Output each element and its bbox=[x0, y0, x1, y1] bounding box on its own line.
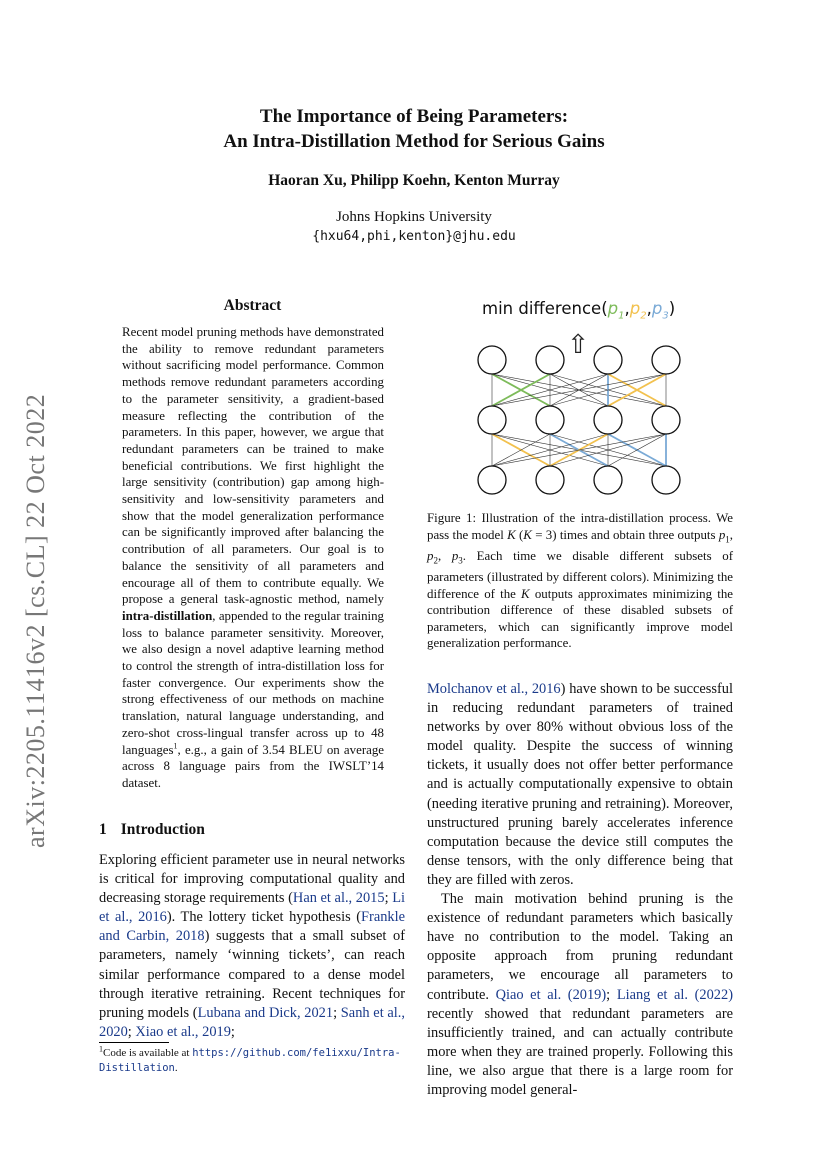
caption-c: = 3) times and obtain three outputs bbox=[531, 527, 719, 542]
caption-p3-sub: 3 bbox=[458, 555, 463, 566]
citation-han[interactable]: Han et al., 2015 bbox=[292, 890, 385, 907]
p2: p bbox=[629, 299, 641, 318]
label-suffix: ) bbox=[668, 299, 676, 318]
right-p2-c: recently showed that redundant parameters are insufficiently trained, and can actually contribute more when they are trained properly. Following this line, we also argue that there is a large room for improving model general- bbox=[427, 1005, 733, 1098]
footnote-mark: 1 bbox=[99, 1044, 103, 1054]
sep: ; bbox=[127, 1023, 136, 1040]
citation-liang[interactable]: Liang et al. (2022) bbox=[616, 986, 733, 1003]
footnote-text: Code is available at bbox=[103, 1047, 193, 1059]
citation-lubana[interactable]: Lubana and Dick, 2021 bbox=[197, 1004, 334, 1021]
network-node bbox=[594, 346, 622, 374]
abstract-part-3: , e.g., a gain of 3.54 BLEU on average across 8 language pairs from the IWSLT’14 dataset. bbox=[122, 742, 384, 790]
section-heading bbox=[99, 821, 219, 839]
network-nodes bbox=[478, 346, 680, 494]
p1-sub: 1 bbox=[618, 310, 625, 322]
intro-text-a: Exploring efficient parameter use in neural networks is critical for improving computational quality and decreasing storage requirements ( bbox=[99, 852, 405, 907]
caption-k3: K bbox=[521, 586, 530, 601]
abstract-bold-term: intra-distillation bbox=[122, 608, 213, 623]
caption-sep: , bbox=[437, 548, 452, 563]
network-node bbox=[478, 346, 506, 374]
right-paragraph-1 bbox=[427, 680, 733, 890]
caption-b: ( bbox=[515, 527, 524, 542]
abstract-text bbox=[122, 324, 384, 792]
abstract-part-1: Recent model pruning methods have demonstrated the ability to remove redundant parameters without sacrificing model performance. Common methods remove redundant parameters according to the parameter sensitivity, a gradient-based measure reflecting the contribution of the parameters. In this paper, however, we argue that redundant parameters can be trained to make beneficial contributions. We first highlight the large sensitivity (contribution) gap among high-sensitivity and low-sensitivity parameters and show that the model generalization performance can be significantly improved after balancing the contribution of all parameters. Our goal is to balance the sensitivity of all parameters and encourage all of them to contribute equally. We propose a general task-agnostic method, namely bbox=[122, 325, 384, 607]
title-line-1: The Importance of Being Parameters: bbox=[259, 106, 569, 127]
label-prefix: min difference( bbox=[482, 299, 608, 318]
affiliation: Johns Hopkins University bbox=[336, 209, 492, 225]
network-node bbox=[652, 346, 680, 374]
caption-p2: p bbox=[427, 548, 434, 563]
network-node bbox=[478, 406, 506, 434]
network-node bbox=[478, 466, 506, 494]
footnote bbox=[99, 1046, 405, 1076]
label-p3 bbox=[651, 299, 669, 322]
intro-text-b: ). The lottery ticket hypothesis ( bbox=[166, 909, 362, 926]
right-p2-a: The main motivation behind pruning is the existence of redundant parameters which basically have no contribution to the model. Taking an opposite approach from pruning redundant parameters, we encourage all parameters to contribute. bbox=[427, 891, 733, 1003]
emails: {hxu64,phi,kenton}@jhu.edu bbox=[312, 229, 516, 244]
network-node bbox=[536, 466, 564, 494]
network-node bbox=[536, 406, 564, 434]
figure-caption bbox=[427, 510, 733, 652]
citation-molchanov[interactable]: Molchanov et al., 2016 bbox=[427, 681, 561, 697]
abstract-heading: Abstract bbox=[223, 297, 282, 314]
abstract-footnote-mark[interactable]: 1 bbox=[173, 741, 178, 751]
right-column-body bbox=[427, 680, 733, 1100]
caption-sep: , bbox=[729, 527, 734, 542]
citation-li[interactable]: Li et al., 2016 bbox=[99, 890, 405, 926]
caption-k: K bbox=[507, 527, 516, 542]
abstract-part-2: , appended to the regular training loss to balance parameter sensitivity. Moreover, we also design a novel adaptive learning method to control the strength of intra-distillation loss for faster convergence. Our experiments show the strong effectiveness of our methods on machine translation, natural language understanding, and zero-shot cross-lingual transfer across up to 48 languages bbox=[122, 608, 384, 757]
caption-p1: p bbox=[718, 527, 726, 542]
paper-title bbox=[0, 104, 828, 154]
footnote-rule bbox=[99, 1042, 169, 1043]
footnote-url[interactable]: https://github.com/fe1ixxu/Intra-Distillation bbox=[99, 1047, 401, 1074]
network-node bbox=[652, 406, 680, 434]
caption-e: outputs approximates minimizing the contribution difference of these disabled subsets of parameters, which can significantly improve model generalization performance. bbox=[427, 586, 733, 651]
caption-k2: K bbox=[523, 527, 532, 542]
citation-frankle[interactable]: Frankle and Carbin, 2018 bbox=[99, 909, 405, 945]
sep: ; bbox=[230, 1023, 235, 1040]
label-p2 bbox=[629, 299, 647, 322]
figure-label: $\min difference(p_1,p_2,p_3)$ bbox=[482, 299, 676, 322]
caption-p2-sub: 2 bbox=[433, 555, 438, 566]
authors: Haoran Xu, Philipp Koehn, Kenton Murray bbox=[268, 172, 560, 189]
network-node bbox=[536, 346, 564, 374]
p2-sub: 2 bbox=[640, 310, 647, 322]
label-p1 bbox=[607, 299, 625, 322]
caption-a: Figure 1: Illustration of the intra-distillation process. We pass the model bbox=[427, 511, 733, 542]
title-line-2: An Intra-Distillation Method for Serious Gains bbox=[223, 131, 605, 152]
citation-xiao[interactable]: Xiao et al., 2019 bbox=[135, 1023, 231, 1040]
caption-p1-sub: 1 bbox=[725, 534, 730, 545]
footnote-end: . bbox=[174, 1062, 178, 1074]
neural-network-diagram bbox=[470, 325, 700, 500]
right-paragraph-2 bbox=[427, 890, 733, 1100]
affiliation-block bbox=[0, 207, 828, 247]
section-number: 1 bbox=[99, 821, 107, 838]
network-node bbox=[652, 466, 680, 494]
citation-sanh[interactable]: Sanh et al., 2020 bbox=[99, 1004, 405, 1040]
network-edges bbox=[492, 374, 666, 466]
sep: ; bbox=[384, 890, 393, 907]
arxiv-stamp: arXiv:2205.11416v2 [cs.CL] 22 Oct 2022 bbox=[21, 393, 50, 848]
right-p1-text: ) have shown to be successful in reducing redundant parameters of trained networks by over 80% without obvious loss of the model quality. Despite the success of winning tickets, it usually does not offer better performance and is actually computationally expensive to obtain (needing iterative pruning and retraining). Moreover, unstructured pruning barely accelerates inference computation because the device still computes the dense tensors, with the only difference being that they are filled with zeros. bbox=[427, 681, 733, 888]
p1: p bbox=[607, 299, 619, 318]
network-node bbox=[594, 406, 622, 434]
sep: ; bbox=[333, 1004, 341, 1021]
section-title: Introduction bbox=[120, 821, 205, 838]
citation-qiao[interactable]: Qiao et al. (2019) bbox=[495, 986, 607, 1003]
network-node bbox=[594, 466, 622, 494]
p3: p bbox=[651, 299, 663, 318]
caption-d: . Each time we disable different subsets of parameters (illustrated by different colors). Minimizing the difference of the bbox=[427, 548, 733, 601]
p3-sub: 3 bbox=[662, 310, 669, 322]
up-arrow-icon: ⇧ bbox=[567, 330, 589, 360]
intro-paragraph-1 bbox=[99, 851, 405, 1042]
caption-p3: p bbox=[451, 548, 459, 563]
right-p2-b: ; bbox=[606, 986, 617, 1003]
intro-text-c: ) suggests that a small subset of parameters, namely ‘winning tickets’, can reach similar performance compared to a dense model through iterative retraining. Recent techniques for pruning models ( bbox=[99, 928, 405, 1021]
